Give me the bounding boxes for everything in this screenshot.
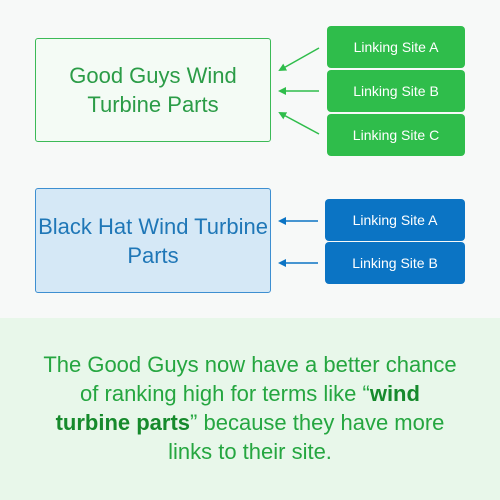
black-linking-site-a: Linking Site A <box>325 199 465 241</box>
caption-before: The Good Guys now have a better chance of ranking high for terms like “ <box>43 352 457 406</box>
black-linking-site-b: Linking Site B <box>325 242 465 284</box>
caption-text <box>40 350 460 466</box>
good-linking-site-b: Linking Site B <box>327 70 465 112</box>
good-linking-site-c: Linking Site C <box>327 114 465 156</box>
arrow-good-c <box>280 113 319 134</box>
caption-keyword: wind turbine parts <box>55 381 420 435</box>
good-linking-site-a: Linking Site A <box>327 26 465 68</box>
arrow-good-a <box>280 48 319 70</box>
black-hat-title: Black Hat Wind Turbine Parts <box>38 213 268 268</box>
caption-after: ” because they have more links to their site. <box>168 410 445 464</box>
good-guys-title: Good Guys Wind Turbine Parts <box>69 63 237 117</box>
